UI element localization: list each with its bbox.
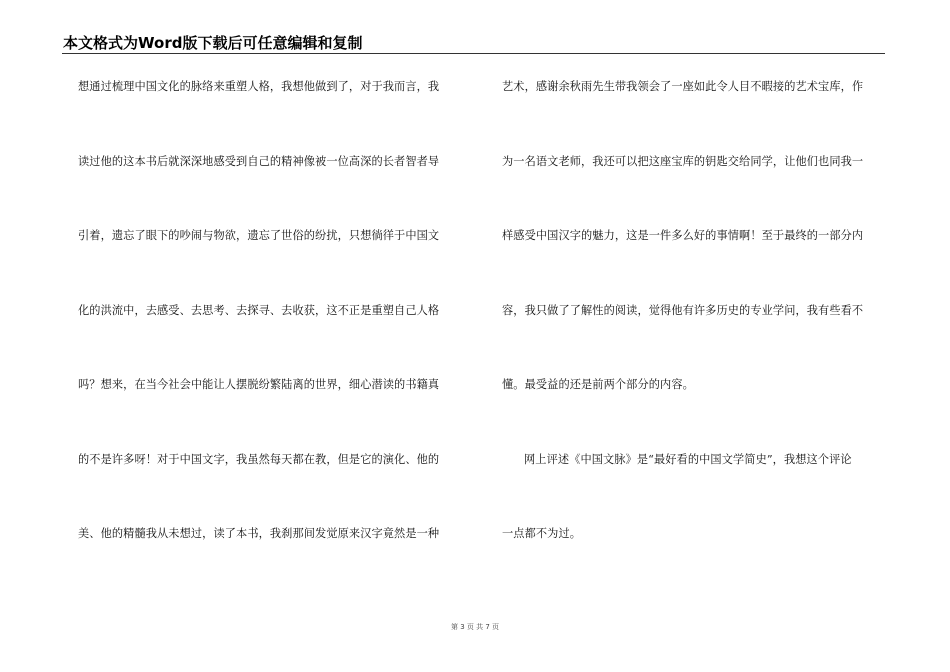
text-line: 懂。最受益的还是前两个部分的内容。 <box>502 378 694 391</box>
text-line: 网上评述《中国文脉》是“最好看的中国文学简史”，我想这个评论 <box>524 452 852 466</box>
text-line: 艺术，感谢余秋雨先生带我领会了一座如此令人目不暇接的艺术宝库，作 <box>502 80 864 93</box>
text-line: 引着，遗忘了眼下的吵闹与物欲，遗忘了世俗的纷扰，只想徜徉于中国文 <box>78 229 440 242</box>
text-line: 容，我只做了了解性的阅读，觉得他有许多历史的专业学问，我有些看不 <box>502 303 864 317</box>
text-line: 美、他的精髓我从未想过，读了本书，我刹那间发觉原来汉字竟然是一种 <box>78 527 440 540</box>
document-header-title: 本文格式为Word版下载后可任意编辑和复制 <box>63 34 363 52</box>
text-line: 吗？想来，在当今社会中能让人摆脱纷繁陆离的世界，细心潜读的书籍真 <box>78 378 440 391</box>
text-line: 一点都不为过。 <box>502 527 582 540</box>
header-divider <box>62 53 885 54</box>
text-line: 读过他的这本书后就深深地感受到自己的精神像被一位高深的长者智者导 <box>78 154 440 168</box>
text-line: 化的洪流中，去感受、去思考、去探寻、去收获，这不正是重塑自己人格 <box>78 303 440 317</box>
text-line: 样感受中国汉字的魅力，这是一件多么好的事情啊！至于最终的一部分内 <box>502 229 864 242</box>
text-line: 的不是许多呀！对于中国文字，我虽然每天都在教，但是它的演化、他的 <box>78 452 440 466</box>
text-line: 为一名语文老师，我还可以把这座宝库的钥匙交给同学，让他们也同我一 <box>502 154 864 168</box>
right-text-column <box>502 80 886 602</box>
text-line: 想通过梳理中国文化的脉络来重塑人格，我想他做到了，对于我而言，我 <box>78 80 440 93</box>
left-text-column <box>78 80 462 602</box>
page-number-footer: 第 3 页 共 7 页 <box>450 623 500 631</box>
